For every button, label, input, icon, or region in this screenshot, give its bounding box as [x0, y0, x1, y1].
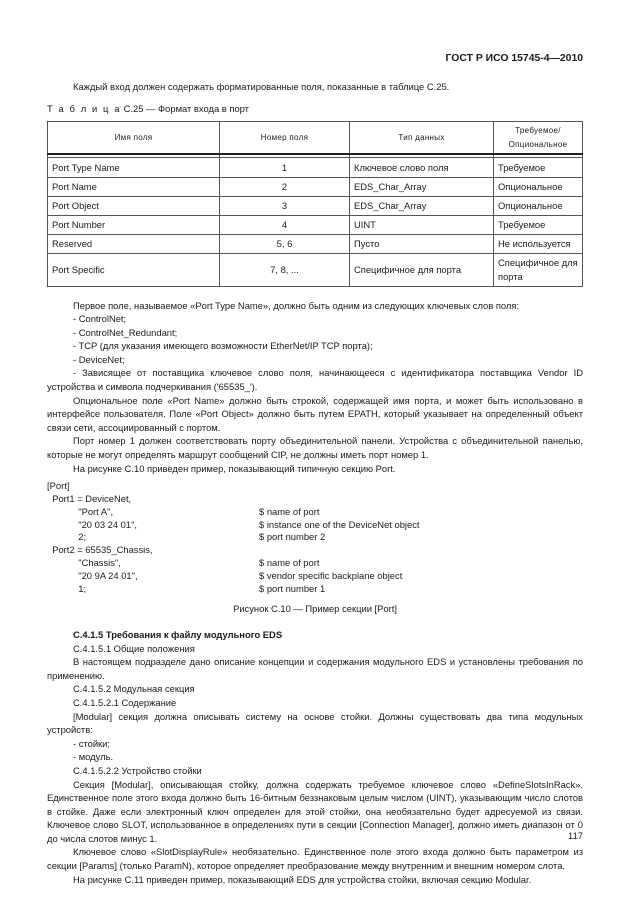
page-number: 117: [568, 830, 583, 841]
cell-number: 7, 8, ...: [220, 254, 350, 286]
cell-name: Port Specific: [48, 254, 220, 286]
code-comment: $ vendor specific backplane object: [259, 569, 403, 581]
slot-display-paragraph: Ключевое слово «SlotDisplayRule» необязательно. Единственное поле этого входа должно быть параметром из секции [Params] (только ParamN), которое определяет преобразование между внутренним и внешним номером слота.: [47, 846, 583, 872]
list-item: - стойки;: [73, 737, 110, 749]
table-row: [48, 235, 583, 254]
code-statement: "20 9A 24 01",: [47, 569, 138, 581]
subsection-heading: С.4.1.5.2 Модульная секция: [73, 683, 195, 695]
page-content: [47, 80, 583, 886]
code-statement: Port2 = 65535_Chassis,: [47, 544, 153, 556]
code-line: [47, 583, 583, 596]
header-data-type: Тип данных: [350, 122, 494, 155]
code-line: [47, 570, 583, 583]
port-section-code-example: [47, 480, 583, 595]
table-label: Т а б л и ц а: [47, 102, 122, 114]
code-statement: "20 03 24 01",: [47, 518, 138, 530]
document-standard-header: ГОСТ Р ИСО 15745-4—2010: [445, 53, 583, 64]
cell-name: Port Object: [48, 196, 220, 215]
cell-number: 2: [220, 177, 350, 196]
cell-name: Port Number: [48, 215, 220, 234]
list-item: - Зависящее от поставщика ключевое слово поля, начинающееся с идентификатора поставщика Vendor ID устройства и символа подчеркивания ('65535_').: [47, 367, 583, 393]
cell-required: Опциональное: [494, 196, 583, 215]
subsection-heading: С.4.1.5.2.2 Устройство стойки: [73, 764, 202, 776]
cell-required: Требуемое: [494, 158, 583, 177]
code-line: [47, 480, 583, 493]
general-paragraph: В настоящем подразделе дано описание концепции и содержания модульного EDS и установлены требования по применению.: [47, 656, 583, 681]
table-header-row: [48, 122, 583, 155]
code-comment: $ instance one of the DeviceNet object: [259, 518, 420, 530]
table-row: [48, 158, 583, 177]
cell-type: Специфичное для порта: [350, 254, 494, 286]
list-item: - модуль.: [73, 751, 114, 763]
cell-required: Не используется: [494, 235, 583, 254]
cell-required: Опциональное: [494, 177, 583, 196]
cell-name: Reserved: [48, 235, 220, 254]
figure-caption: Рисунок С.10 — Пример секции [Port]: [233, 603, 397, 615]
cell-number: 5, 6: [220, 235, 350, 254]
header-required-optional: Требуемое/ Опциональное: [494, 122, 583, 155]
subsection-heading: С.4.1.5.1 Общие положения: [73, 642, 195, 654]
code-comment: $ name of port: [259, 557, 320, 568]
cell-required: Специфичное для порта: [494, 254, 583, 286]
code-statement: [Port]: [47, 480, 70, 492]
code-line: [47, 544, 583, 557]
table-row: [48, 177, 583, 196]
table-row: [48, 215, 583, 234]
cell-type: Ключевое слово поля: [350, 158, 494, 177]
modular-paragraph: [Modular] секция должна описывать систему на основе стойки. Должны существовать два типа модульных устройств:: [47, 710, 583, 736]
table-row: [48, 254, 583, 286]
table-row: [48, 196, 583, 215]
section-heading: С.4.1.5 Требования к файлу модульного EDS: [73, 628, 283, 640]
table-caption-text: С.25 — Формат входа в порт: [123, 102, 249, 114]
cell-name: Port Type Name: [48, 158, 220, 177]
figure-reference-paragraph: На рисунке С.11 приведен пример, показывающий EDS для устройства стойки, включая секцию Modular.: [73, 873, 532, 885]
code-statement: 1;: [47, 582, 87, 594]
header-field-number: Номер поля: [220, 122, 350, 155]
cell-number: 1: [220, 158, 350, 177]
code-statement: 2;: [47, 531, 87, 543]
table-caption: [47, 102, 583, 116]
cell-type: Пусто: [350, 235, 494, 254]
cell-type: UINT: [350, 215, 494, 234]
code-statement: "Port A",: [47, 505, 114, 517]
list-item: - ControlNet_Redundant;: [73, 326, 178, 338]
code-statement: Port1 = DeviceNet,: [47, 493, 132, 505]
header-field-name: Имя поля: [48, 122, 220, 155]
port-entry-format-table: [47, 121, 583, 286]
code-line: [47, 493, 583, 506]
intro-paragraph: Каждый вход должен содержать форматированные поля, показанные в таблице С.25.: [73, 81, 450, 92]
cell-type: EDS_Char_Array: [350, 177, 494, 196]
cell-type: EDS_Char_Array: [350, 196, 494, 215]
code-statement: "Chassis",: [47, 557, 121, 568]
code-line: [47, 531, 583, 544]
cell-number: 3: [220, 196, 350, 215]
rack-paragraph: Секция [Modular], описывающая стойку, должна содержать требуемое ключевое слово «DefineSlotsInRack». Единственное поле этого входа должно быть 16-битным беззнаковым целым числом (UINT), указывающим число слотов в стойке. Даже если электронный ключ определен для этой стойки, она необязательно будет адресуемой из связи. Ключевое слово SLOT, использованное в определениях пути в секции [Connection Manager], должно иметь диапазон от 0 до числа слотов минус 1.: [47, 778, 583, 844]
port-number-paragraph: Порт номер 1 должен соответствовать порту объединительной панели. Устройства с объединительной панелью, которые не могут определять маршрут сообщений CIP, не должны иметь порт номер 1.: [47, 435, 583, 461]
figure-reference-paragraph: На рисунке С.10 приведен пример, показывающий типичную секцию Port.: [73, 462, 396, 474]
code-comment: $ port number 1: [259, 582, 326, 594]
port-type-paragraph: Первое поле, называемое «Port Type Name», должно быть одним из следующих ключевых слов поля:: [73, 299, 520, 311]
code-comment: $ port number 2: [259, 531, 326, 543]
cell-name: Port Name: [48, 177, 220, 196]
cell-number: 4: [220, 215, 350, 234]
code-line: [47, 557, 583, 570]
code-line: [47, 519, 583, 532]
list-item: - DeviceNet;: [73, 353, 125, 365]
port-name-paragraph: Опциональное поле «Port Name» должно быть строкой, содержащей имя порта, и может быть использовано в интерфейсе пользователя. Поле «Port Object» должно быть путем EPATH, который указывает на определенный объект связи сети, ассоциированный с портом.: [47, 394, 583, 433]
list-item: - ControlNet;: [73, 313, 127, 325]
code-comment: $ name of port: [259, 505, 320, 517]
list-item: - TCP (для указания имеющего возможности EtherNet/IP TCP порта);: [73, 340, 373, 352]
code-line: [47, 506, 583, 519]
cell-required: Требуемое: [494, 215, 583, 234]
subsection-heading: С.4.1.5.2.1 Содержание: [73, 696, 177, 708]
